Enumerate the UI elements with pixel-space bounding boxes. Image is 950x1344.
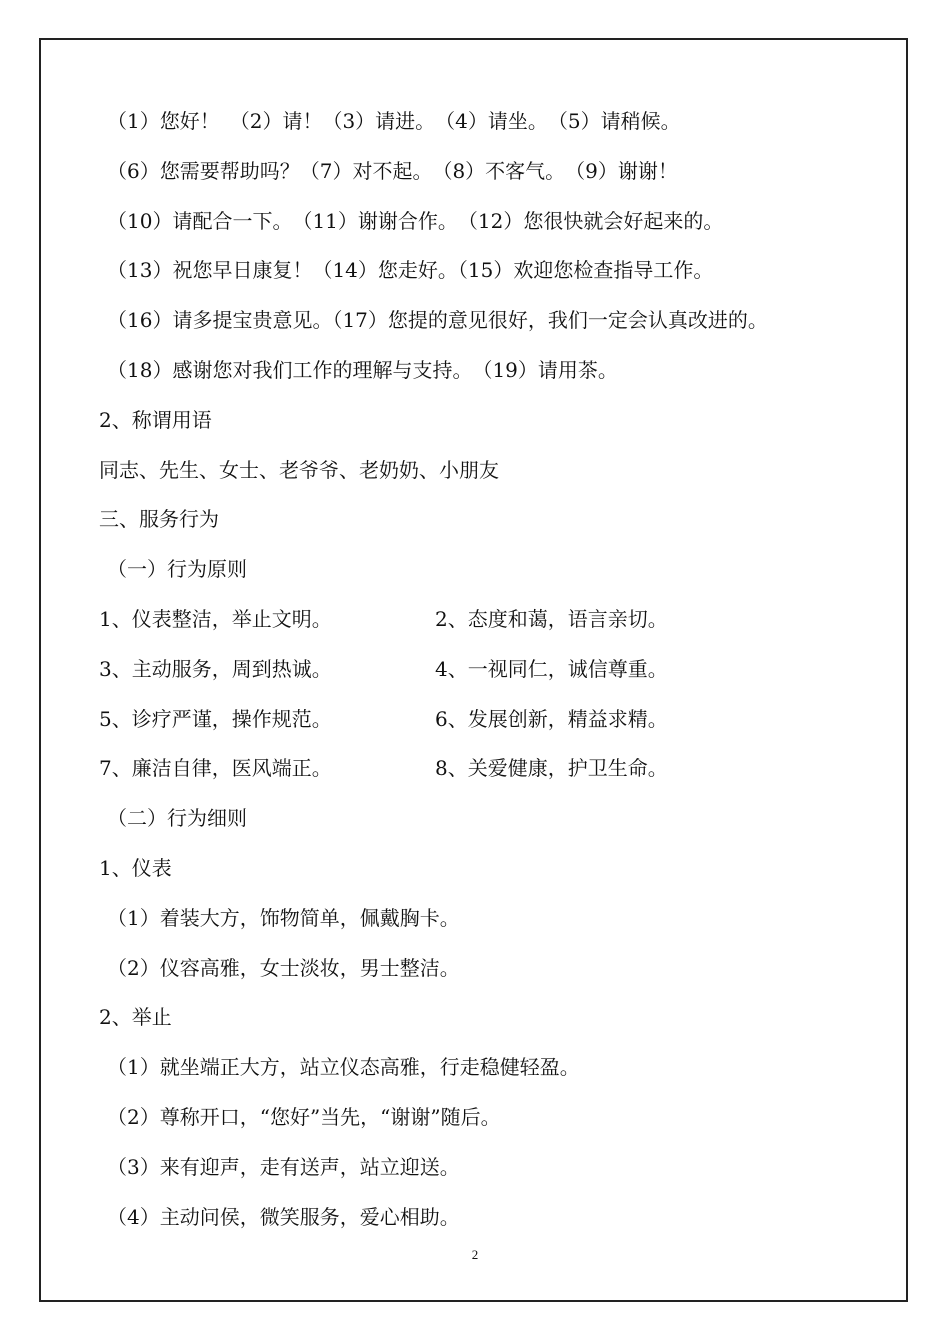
principle-item: 5、诊疗严谨，操作规范。 <box>99 706 332 731</box>
principles-heading: （一）行为原则 <box>107 557 247 582</box>
appearance-heading: 1、仪表 <box>99 855 172 880</box>
greeting-line-5: （16）请多提宝贵意见。（17）您提的意见很好，我们一定会认真改进的。 <box>107 308 768 333</box>
greeting-line-6: （18）感谢您对我们工作的理解与支持。 （19）请用茶。 <box>107 357 618 382</box>
manner-item-4: （4）主动问侯，微笑服务，爱心相助。 <box>107 1204 460 1229</box>
rules-heading: （二）行为细则 <box>107 806 247 831</box>
page-number: 2 <box>471 1247 479 1262</box>
address-terms-heading: 2、称谓用语 <box>99 407 212 432</box>
document-body <box>99 97 889 1242</box>
address-terms-list: 同志、先生、女士、老爷爷、老奶奶、小朋友 <box>99 457 499 482</box>
greeting-line-3: （10）请配合一下。 （11）谢谢合作。 （12）您很快就会好起来的。 <box>107 208 724 233</box>
principle-item: 8、关爱健康，护卫生命。 <box>435 756 668 781</box>
manner-item-1: （1）就坐端正大方，站立仪态高雅，行走稳健轻盈。 <box>107 1055 580 1080</box>
appearance-item-2: （2）仪容高雅，女士淡妆，男士整洁。 <box>107 955 460 980</box>
greeting-line-1: （1）您好！ （2）请！（3）请进。 （4）请坐。 （5）请稍候。 <box>107 109 681 133</box>
principle-item: 7、廉洁自律，医风端正。 <box>99 756 332 781</box>
principles-row-1 <box>99 595 889 645</box>
principle-item: 2、态度和蔼，语言亲切。 <box>435 606 668 631</box>
principle-item: 6、发展创新，精益求精。 <box>435 706 668 731</box>
manner-item-2: （2）尊称开口，“您好”当先，“谢谢”随后。 <box>107 1104 501 1129</box>
greeting-line-4: （13）祝您早日康复！（14）您走好。（15）欢迎您检查指导工作。 <box>107 258 714 283</box>
principles-row-2 <box>99 645 889 695</box>
manner-item-3: （3）来有迎声，走有送声，站立迎送。 <box>107 1154 460 1179</box>
principles-row-4 <box>99 744 889 794</box>
principle-item: 3、主动服务，周到热诚。 <box>99 656 332 681</box>
service-behavior-heading: 三、服务行为 <box>99 507 219 532</box>
manner-heading: 2、举止 <box>99 1005 172 1030</box>
appearance-item-1: （1）着装大方，饰物简单，佩戴胸卡。 <box>107 905 460 930</box>
principle-item: 4、一视同仁，诚信尊重。 <box>435 656 668 681</box>
principles-row-3 <box>99 695 889 745</box>
principle-item: 1、仪表整洁，举止文明。 <box>99 606 332 631</box>
greeting-line-2: （6）您需要帮助吗？（7）对不起。 （8）不客气。 （9）谢谢！ <box>107 158 678 183</box>
